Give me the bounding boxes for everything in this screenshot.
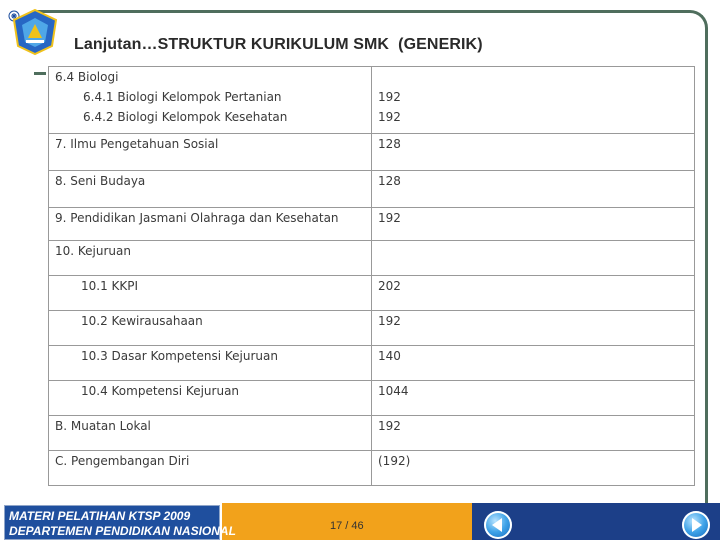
subject-cell: 9. Pendidikan Jasmani Olahraga dan Kesehatan [49,208,372,241]
table-row [49,171,695,208]
table-row [49,381,695,416]
next-slide-button[interactable] [682,511,710,539]
table-row [49,346,695,381]
hours-cell: 192 [372,311,695,346]
hours-cell: 140 [372,346,695,381]
subject-cell: 10.4 Kompetensi Kejuruan [49,381,372,416]
table-row [49,276,695,311]
table-row [49,311,695,346]
hours-cell: 128 [372,171,695,208]
table-row [49,451,695,486]
footer-credit-text [9,509,236,539]
hours-value: 192 [378,110,401,124]
page-title: Lanjutan…STRUKTUR KURIKULUM SMK (GENERIK) [74,36,483,53]
subject-cell: 10.1 KKPI [49,276,372,311]
curriculum-table [48,66,695,486]
subject-cell: 10.3 Dasar Kompetensi Kejuruan [49,346,372,381]
hours-cell: 128 [372,134,695,171]
hours-cell [372,67,695,134]
subject-cell: C. Pengembangan Diri [49,451,372,486]
page-number: 17 / 46 [330,520,364,532]
footer-credit-box [4,505,236,540]
hours-cell: 202 [372,276,695,311]
hours-value [378,67,688,87]
table-row [49,134,695,171]
subject-label: 6.4.2 Biologi Kelompok Kesehatan [83,110,288,124]
prev-slide-button[interactable] [484,511,512,539]
subject-cell [49,67,372,134]
table-row [49,241,695,276]
footer-line-1: MATERI PELATIHAN KTSP 2009 [9,509,191,523]
subject-cell: 7. Ilmu Pengetahuan Sosial [49,134,372,171]
hours-cell: (192) [372,451,695,486]
subject-label: 6.4 Biologi [55,70,119,84]
table-row [49,416,695,451]
subject-cell: 8. Seni Budaya [49,171,372,208]
hours-cell [372,241,695,276]
subject-cell: 10. Kejuruan [49,241,372,276]
next-arrow-icon [682,511,710,539]
hours-value: 192 [378,90,401,104]
hours-cell: 1044 [372,381,695,416]
prev-arrow-icon [484,511,512,539]
footer-line-2: DEPARTEMEN PENDIDIKAN NASIONAL [9,524,236,538]
hours-cell: 192 [372,208,695,241]
frame-accent [34,72,46,75]
ministry-logo [6,6,64,58]
subject-label: 6.4.1 Biologi Kelompok Pertanian [83,90,282,104]
hours-cell: 192 [372,416,695,451]
subject-cell: 10.2 Kewirausahaan [49,311,372,346]
table-row [49,208,695,241]
table-row [49,67,695,134]
subject-cell: B. Muatan Lokal [49,416,372,451]
